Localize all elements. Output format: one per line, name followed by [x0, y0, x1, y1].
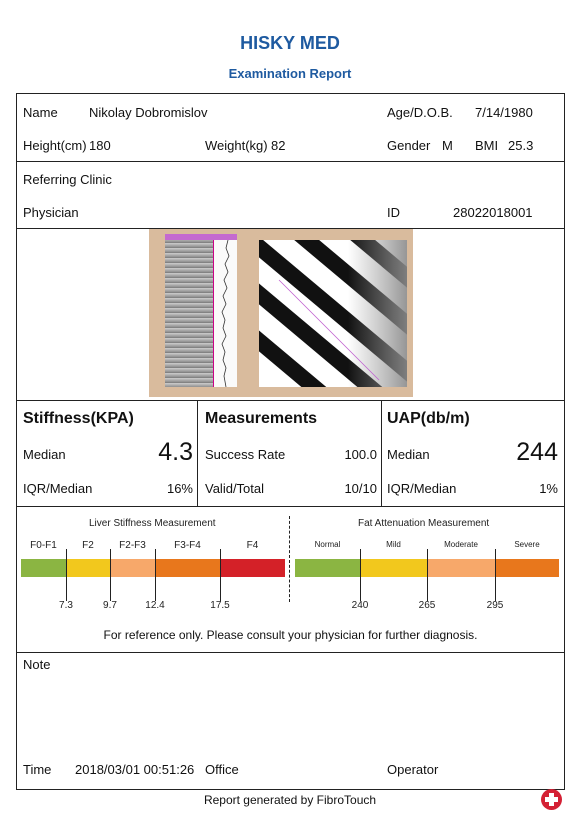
divider — [17, 161, 564, 162]
divider — [17, 400, 564, 401]
scale-segment — [360, 559, 427, 577]
scale-segment-label: F0-F1 — [30, 540, 57, 551]
scale-segment-label: Normal — [314, 540, 341, 549]
success-rate-value: 100.0 — [344, 447, 377, 462]
divider — [17, 652, 564, 653]
gender-label: Gender — [387, 138, 431, 153]
measurements-title: Measurements — [205, 410, 318, 427]
age-label: Age/D.O.B. — [387, 105, 453, 120]
time-label: Time — [23, 762, 52, 777]
scale-divider — [289, 516, 290, 602]
clinic-label: Referring Clinic — [23, 172, 112, 187]
age-value: 7/14/1980 — [475, 105, 533, 120]
medical-cross-icon — [541, 789, 562, 810]
report-frame — [16, 93, 565, 790]
time-value: 2018/03/01 00:51:26 — [75, 762, 195, 777]
bmi-label: BMI — [475, 138, 499, 153]
scale-segment — [427, 559, 495, 577]
physician-label: Physician — [23, 205, 79, 220]
operator-label: Operator — [387, 762, 439, 777]
scale-threshold-value: 295 — [486, 600, 504, 611]
divider — [381, 400, 382, 506]
uap-iqr-label: IQR/Median — [387, 481, 457, 496]
scale-threshold-value: 265 — [418, 600, 436, 611]
scale-threshold-line — [220, 549, 221, 601]
report-subtitle: Examination Report — [228, 66, 352, 81]
stiffness-median-label: Median — [23, 447, 66, 462]
scale-segment — [295, 559, 360, 577]
m-mode-image — [165, 240, 213, 387]
id-label: ID — [387, 205, 400, 220]
weight-label: Weight(kg) — [205, 138, 268, 153]
liver-scale-title: Liver Stiffness Measurement — [89, 518, 216, 529]
divider — [197, 400, 198, 506]
scale-threshold-value: 7.3 — [59, 600, 73, 611]
scale-segment — [66, 559, 110, 577]
elastogram-image — [259, 240, 407, 387]
scale-segment-label: F4 — [246, 540, 259, 551]
name-value: Nikolay Dobromislov — [89, 105, 208, 120]
stiffness-iqr-label: IQR/Median — [23, 481, 93, 496]
bmi-value: 25.3 — [508, 138, 534, 153]
scale-segment — [220, 559, 285, 577]
success-rate-label: Success Rate — [205, 447, 286, 462]
uap-median-value: 244 — [516, 438, 558, 466]
scale-threshold-line — [110, 549, 111, 601]
scale-threshold-line — [360, 549, 361, 601]
report-title: HISKY MED — [240, 33, 340, 53]
scale-segment-label: Severe — [514, 540, 540, 549]
height-label: Height(cm) — [23, 138, 87, 153]
stiffness-iqr-value: 16% — [166, 481, 193, 496]
report-footer: Report generated by FibroTouch — [203, 793, 377, 807]
scale-threshold-line — [155, 549, 156, 601]
scale-segment-label: Mild — [386, 540, 401, 549]
valid-total-label: Valid/Total — [205, 481, 265, 496]
scale-threshold-line — [495, 549, 496, 601]
scale-segment-label: Moderate — [444, 540, 478, 549]
valid-total-value: 10/10 — [344, 481, 377, 496]
disclaimer: For reference only. Please consult your physician for further diagnosis. — [103, 628, 478, 642]
uap-title: UAP(db/m) — [387, 410, 470, 427]
name-label: Name — [23, 105, 58, 120]
divider — [17, 506, 564, 507]
scale-threshold-value: 17.5 — [210, 600, 230, 611]
fat-scale-title: Fat Attenuation Measurement — [358, 518, 490, 529]
scale-threshold-value: 240 — [351, 600, 369, 611]
scale-segment — [110, 559, 155, 577]
uap-median-label: Median — [387, 447, 430, 462]
scale-segment — [495, 559, 559, 577]
scale-segment — [155, 559, 220, 577]
height-value: 180 — [89, 138, 111, 153]
scale-threshold-value: 9.7 — [103, 600, 117, 611]
gender-value: M — [442, 138, 453, 153]
scale-segment-label: F2-F3 — [119, 540, 146, 551]
scale-threshold-line — [427, 549, 428, 601]
stiffness-median-value: 4.3 — [158, 438, 193, 466]
scale-threshold-line — [66, 549, 67, 601]
weight-value: 82 — [271, 138, 286, 153]
office-label: Office — [205, 762, 239, 777]
stiffness-title: Stiffness(KPA) — [23, 410, 134, 427]
id-value: 28022018001 — [453, 205, 533, 220]
note-label: Note — [23, 657, 51, 672]
a-mode-trace — [213, 240, 237, 387]
scale-segment — [21, 559, 66, 577]
scale-segment-label: F2 — [82, 540, 94, 551]
uap-iqr-value: 1% — [539, 481, 558, 496]
scale-segment-label: F3-F4 — [174, 540, 201, 551]
scale-threshold-value: 12.4 — [145, 600, 165, 611]
